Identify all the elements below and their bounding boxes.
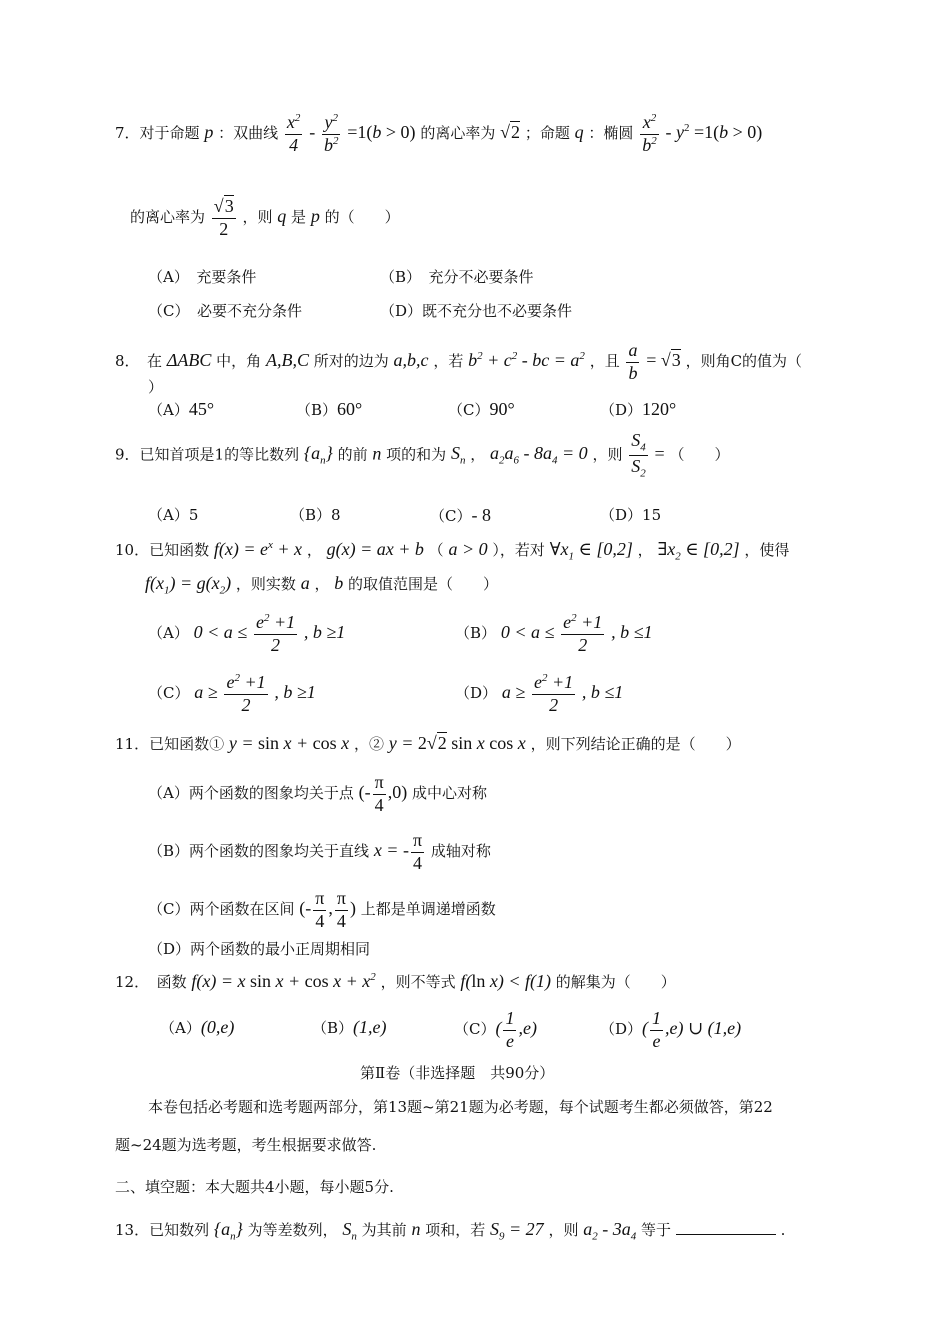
q8-option-b: （B）60° — [296, 399, 363, 419]
q10-line1: 10．已知函数 $f(x) = e^x + x$ ， g(x) = ax + b （ a > 0 ），若对 $\forall x_1$ ∈ [0,2] ， $\exists x_2$ ∈ [0,2] ，使得 — [115, 539, 790, 563]
q9-option-b: （B）8 — [290, 506, 341, 524]
q10-text: ，则实数 — [235, 575, 296, 593]
math-p: p — [204, 122, 214, 143]
q7-text: ；命题 — [524, 124, 570, 143]
q8-text: ，则角C的值为（ — [685, 352, 803, 371]
q7-text: ：双曲线 — [218, 124, 279, 143]
math-q: q — [574, 122, 584, 143]
q9-text: 的前 — [337, 445, 368, 464]
q7-option-b: （B） 充分不必要条件 — [380, 268, 534, 286]
q12-option-c: （C）( $\frac{1}{e}$ ,e) — [454, 1008, 537, 1051]
q7-text: 的离心率为 — [420, 124, 496, 143]
q11-text: ，则下列结论正确的是（ ） — [530, 735, 741, 753]
frac-sqrt3-2: $\frac{√3}{2}$ — [213, 196, 234, 239]
q7-option-a: （A） 充要条件 — [148, 268, 257, 286]
q10-number: 10．已知函数 — [115, 541, 210, 559]
q9-text: （ ） — [669, 445, 730, 464]
q10-option-a: （A） 0 < a ≤ $\frac{e^2 +1}{2}$ , b ≥1 — [148, 612, 346, 655]
q13-line1: 13．已知数列 $\{a_n\}$ 为等差数列， $S_n$ 为其前 n 项和，若 $S_9 = 27$ ，则 $a_2 - 3a_4$ 等于 . — [115, 1219, 786, 1243]
frac-x2-b2: $\frac{x^2}{b^2}$ — [642, 112, 657, 155]
q10-text: ，使得 — [744, 541, 790, 559]
q8-text: ，且 — [589, 352, 620, 371]
q12-text: ，则不等式 — [380, 973, 456, 991]
q12-text: 的解集为（ ） — [555, 973, 676, 991]
q8-text: ，若 — [433, 352, 464, 371]
q10-text: 的取值范围是（ ） — [348, 575, 499, 593]
frac-x2-4: $\frac{x^2}{4}$ — [286, 112, 301, 155]
q9-text: 项的和为 — [386, 445, 447, 464]
q11-option-b: （B）两个函数的图象均关于直线 x = - $\frac{\pi}{4}$ 成轴对称 — [148, 830, 491, 873]
q10-text: ， — [306, 541, 322, 559]
q8-number: 8． 在 — [115, 352, 163, 371]
q13-text: 项和，若 — [425, 1221, 486, 1239]
q10-option-c: （C） a ≥ $\frac{e^2 +1}{2}$ , b ≥1 — [148, 672, 316, 715]
frac-s4-s2: $\frac{S_4}{S_2}$ — [631, 430, 646, 480]
q12-option-b: （B）(1,e) — [312, 1017, 387, 1037]
q7-number: 7．对于命题 — [115, 124, 200, 143]
q9-option-a: （A）5 — [148, 506, 199, 524]
q13-text: 等于 — [641, 1221, 672, 1239]
q9-number: 9．已知首项是1的等比数列 — [115, 445, 300, 464]
q7-text: 的离心率为 — [130, 208, 206, 227]
q8-text: 所对的边为 — [313, 352, 389, 371]
q11-line1: 11．已知函数① y = sin x + cos x ，② y = 2√2 sin x cos x ，则下列结论正确的是（ ） — [115, 733, 741, 753]
q7-text: ：椭圆 — [588, 124, 634, 143]
q11-number: 11．已知函数① — [115, 735, 225, 753]
frac-y2-b2: $\frac{y^2}{b^2}$ — [323, 112, 339, 155]
q11-option-c: （C）两个函数在区间 (- $\frac{\pi}{4}$ , $\frac{\pi}{4}$ ) 上都是单调递增函数 — [148, 888, 496, 931]
q11-option-a: （A）两个函数的图象均关于点 (- $\frac{\pi}{4}$ ,0) 成中心对称 — [148, 772, 488, 815]
q8-option-a: （A）45° — [148, 399, 215, 419]
q13-number: 13．已知数列 — [115, 1221, 210, 1239]
q9-option-c: （C）- 8 — [430, 505, 491, 525]
q8-line2: ） — [148, 378, 164, 396]
q8-text: 中，角 — [216, 352, 262, 371]
q7-text: 的（ ） — [324, 208, 400, 227]
q8-line1: 8． 在 ΔABC 中，角 A,B,C 所对的边为 a,b,c ，若 $b^2 + c^2$ - bc = $a^2$ ，且 $\frac{a}{b}$ = √3 ，则角C的值为（ — [115, 340, 803, 383]
fill-in-heading: 二、填空题：本大题共4小题，每小题5分. — [115, 1178, 394, 1196]
q7-line2: 的离心率为 $\frac{√3}{2}$ ，则 q 是 p 的（ ） — [130, 196, 400, 239]
q12-number: 12． 函数 — [115, 973, 187, 991]
math-sqrt2: √2 — [500, 122, 521, 143]
section2-paragraph-2: 题~24题为选考题，考生根据要求做答. — [115, 1136, 377, 1154]
frac-a-b: $\frac{a}{b}$ — [628, 340, 638, 383]
q9-option-d: （D）15 — [600, 506, 662, 524]
q11-option-d: （D）两个函数的最小正周期相同 — [148, 940, 371, 958]
q9-text: ， — [470, 445, 486, 464]
q10-option-b: （B） 0 < a ≤ $\frac{e^2 +1}{2}$ , b ≤1 — [455, 612, 653, 655]
q13-answer-blank[interactable] — [676, 1220, 776, 1235]
q11-text: ，② — [353, 735, 384, 753]
q7-option-d: （D）既不充分也不必要条件 — [380, 302, 573, 320]
q8-option-c: （C）90° — [448, 399, 515, 419]
q12-line1: 12． 函数 f(x) = x $\sin x + \cos x + x^2$ ，则不等式 f(ln x) < f(1) 的解集为（ ） — [115, 971, 676, 991]
q10-text: （ — [428, 541, 444, 559]
q7-text: ，则 — [242, 208, 273, 227]
q9-text: ，则 — [592, 445, 623, 464]
q10-text: ， — [637, 541, 653, 559]
section2-paragraph-1: 本卷包括必考题和选考题两部分，第13题~第21题为必考题，每个试题考生都必须做答，第22 — [148, 1098, 773, 1116]
q13-text: 为等差数列， — [247, 1221, 338, 1239]
q8-option-d: （D）120° — [600, 399, 677, 419]
q12-option-a: （A）(0,e) — [160, 1017, 235, 1037]
q10-option-d: （D） a ≥ $\frac{e^2 +1}{2}$ , b ≤1 — [455, 672, 624, 715]
q13-text: ，则 — [548, 1221, 579, 1239]
q7-option-c: （C） 必要不充分条件 — [148, 302, 302, 320]
q7-line1: 7．对于命题 p ：双曲线 $\frac{x^2}{4}$ - $\frac{y^2}{b^2}$ =1(b > 0) 的离心率为 √2 ；命题 q ：椭圆 $\frac{x^2}{b^2}$ - $y^2 =1(b > 0)$ — [115, 112, 763, 155]
q10-text: ），若对 — [492, 541, 545, 559]
q12-option-d: （D）( $\frac{1}{e}$ ,e) ∪ (1,e) — [600, 1008, 742, 1051]
q13-text: 为其前 — [361, 1221, 407, 1239]
q10-text: ， — [314, 575, 330, 593]
q7-text: 是 — [291, 208, 307, 227]
section2-title: 第Ⅱ卷（非选择题 共90分） — [360, 1064, 555, 1082]
q10-line2: $f(x_1) = g(x_2)$ ，则实数 a ， b 的取值范围是（ ） — [145, 573, 499, 597]
q13-text: . — [780, 1221, 786, 1239]
q9-line1: 9．已知首项是1的等比数列 $\{a_n\}$ 的前 n 项的和为 $S_n$ ， $a_2a_6 - 8a_4 = 0$ ，则 $\frac{S_4}{S_2}$ = （ ） — [115, 430, 730, 480]
